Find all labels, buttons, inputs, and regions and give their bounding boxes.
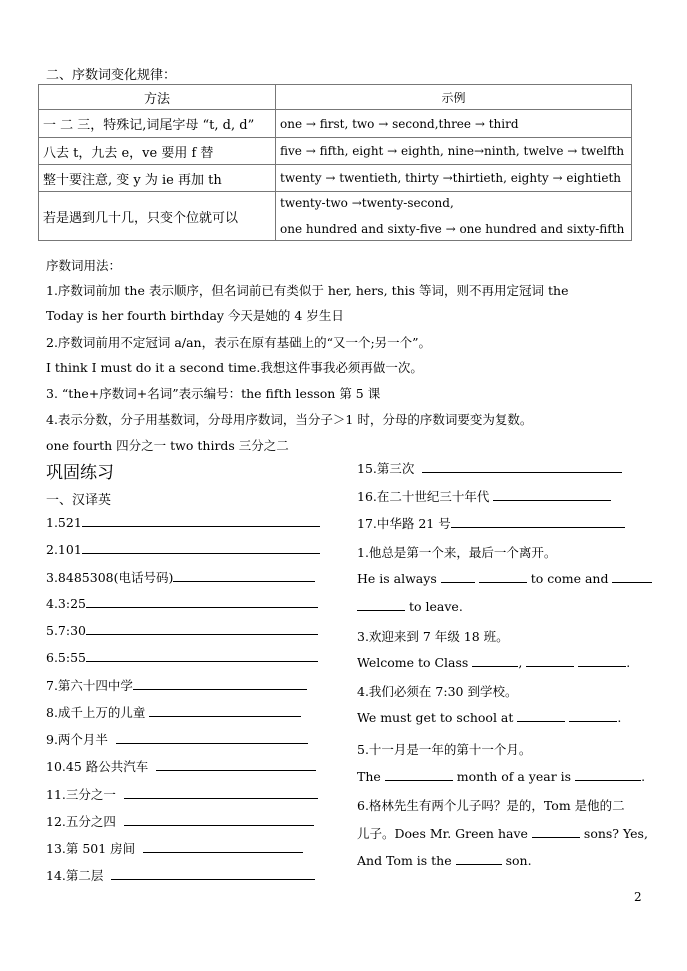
fill-answer-line: We must get to school at . [357, 710, 622, 725]
page-number: 2 [634, 890, 642, 904]
answer-blank[interactable] [124, 786, 318, 799]
table-row [39, 165, 632, 192]
answer-blank[interactable] [156, 758, 316, 771]
answer-blank[interactable] [111, 867, 315, 880]
exercise-item: 16.在二十世纪三十年代 [357, 487, 611, 505]
table-header-row [39, 85, 632, 110]
method-cell: 一 二 三，特殊记,词尾字母 “t, d, d” [39, 110, 276, 138]
fill-question: 6.格林先生有两个儿子吗？是的，Tom 是他的二 [357, 798, 625, 813]
example-cell: one → first, two → second,three → third [276, 110, 632, 138]
answer-blank[interactable] [173, 569, 315, 582]
answer-blank[interactable] [612, 570, 652, 583]
answer-blank[interactable] [82, 541, 320, 554]
fill-answer-line: The month of a year is . [357, 769, 646, 784]
exercise-item: 15.第三次 [357, 459, 622, 477]
fill-answer-line: Welcome to Class , . [357, 655, 631, 670]
fill-answer-line: 儿子。Does Mr. Green have sons? Yes, [357, 826, 648, 841]
exercise-item: 3.8485308(电话号码) [46, 568, 315, 586]
method-cell: 整十要注意, 变 y 为 ie 再加 th [39, 165, 276, 192]
answer-blank[interactable] [441, 570, 475, 583]
answer-blank[interactable] [569, 709, 617, 722]
exercise-item: 7.第六十四中学 [46, 676, 307, 694]
method-cell: 八去 t，九去 e，ve 要用 f 替 [39, 138, 276, 165]
usage-title: 序数词用法： [46, 258, 122, 273]
usage-line: I think I must do it a second time.我想这件事我必须再做一次。 [46, 360, 423, 375]
answer-blank[interactable] [456, 852, 502, 865]
answer-blank[interactable] [479, 570, 527, 583]
exercise-item: 8.成千上万的儿童 [46, 703, 301, 721]
exercise-item: 5.7:30 [46, 622, 318, 638]
table-row [39, 138, 632, 165]
answer-blank[interactable] [133, 677, 307, 690]
table-header-example: 示例 [276, 85, 632, 110]
exercise-item: 14.第二层 [46, 866, 315, 884]
answer-blank[interactable] [472, 654, 518, 667]
fill-answer-line: He is always to come and [357, 570, 652, 586]
example-line: one hundred and sixty-five → one hundred and sixty-fifth [280, 222, 625, 236]
answer-blank[interactable] [451, 515, 625, 528]
answer-blank[interactable] [86, 622, 318, 635]
answer-blank[interactable] [575, 768, 641, 781]
exercise-item: 17.中华路 21 号 [357, 514, 625, 532]
answer-blank[interactable] [385, 768, 453, 781]
answer-blank[interactable] [493, 488, 611, 501]
table-header-method: 方法 [39, 85, 276, 110]
exercise-item: 4.3:25 [46, 595, 318, 611]
fill-question: 4.我们必须在 7:30 到学校。 [357, 684, 518, 699]
example-cell: twenty → twentieth, thirty →thirtieth, eighty → eightieth [276, 165, 632, 192]
usage-line: Today is her fourth birthday 今天是她的 4 岁生日 [46, 308, 344, 323]
exercise-item: 6.5:55 [46, 649, 318, 665]
example-cell [276, 192, 632, 241]
answer-blank[interactable] [86, 595, 318, 608]
answer-blank[interactable] [578, 654, 626, 667]
example-cell: five → fifth, eight → eighth, nine→ninth, twelve → twelfth [276, 138, 632, 165]
table-row [39, 192, 632, 241]
table-row [39, 110, 632, 138]
exercise-item: 10.45 路公共汽车 [46, 757, 316, 775]
answer-blank[interactable] [86, 649, 318, 662]
answer-blank[interactable] [149, 704, 301, 717]
answer-blank[interactable] [422, 460, 622, 473]
usage-line: 3. “the+序数词+名词”表示编号：the fifth lesson 第 5 课 [46, 386, 381, 401]
answer-blank[interactable] [532, 825, 580, 838]
fill-answer-line: to leave. [357, 598, 463, 614]
practice-subtitle: 一、汉译英 [46, 493, 112, 508]
fill-question: 5.十一月是一年的第十一个月。 [357, 742, 532, 757]
answer-blank[interactable] [124, 813, 314, 826]
exercise-item: 13.第 501 房间 [46, 839, 303, 857]
usage-line: 1.序数词前加 the 表示顺序，但名词前已有类似于 her, hers, this 等词，则不再用定冠词 the [46, 283, 569, 298]
answer-blank[interactable] [116, 731, 308, 744]
ordinal-rules-table [38, 84, 632, 241]
example-line: twenty-two →twenty-second, [280, 196, 454, 210]
practice-title: 巩固练习 [46, 463, 114, 483]
usage-line: one fourth 四分之一 two thirds 三分之二 [46, 438, 289, 453]
fill-question: 1.他总是第一个来，最后一个离开。 [357, 545, 557, 560]
answer-blank[interactable] [526, 654, 574, 667]
fill-question: 3.欢迎来到 7 年级 18 班。 [357, 629, 509, 644]
exercise-item: 2.101 [46, 541, 320, 557]
exercise-item: 12.五分之四 [46, 812, 314, 830]
answer-blank[interactable] [143, 840, 303, 853]
method-cell: 若是遇到几十几，只变个位就可以 [39, 192, 276, 241]
fill-answer-line: And Tom is the son. [357, 853, 532, 868]
answer-blank[interactable] [357, 598, 405, 611]
exercise-item: 9.两个月半 [46, 730, 308, 748]
exercise-item: 11.三分之一 [46, 785, 318, 803]
section-heading: 二、序数词变化规律： [46, 68, 177, 83]
usage-line: 4.表示分数，分子用基数词，分母用序数词，当分子＞1 时，分母的序数词要变为复数。 [46, 412, 533, 427]
exercise-item: 1.521 [46, 514, 320, 530]
answer-blank[interactable] [82, 514, 320, 527]
answer-blank[interactable] [517, 709, 565, 722]
usage-line: 2.序数词前用不定冠词 a/an，表示在原有基础上的“又一个;另一个”。 [46, 335, 432, 350]
